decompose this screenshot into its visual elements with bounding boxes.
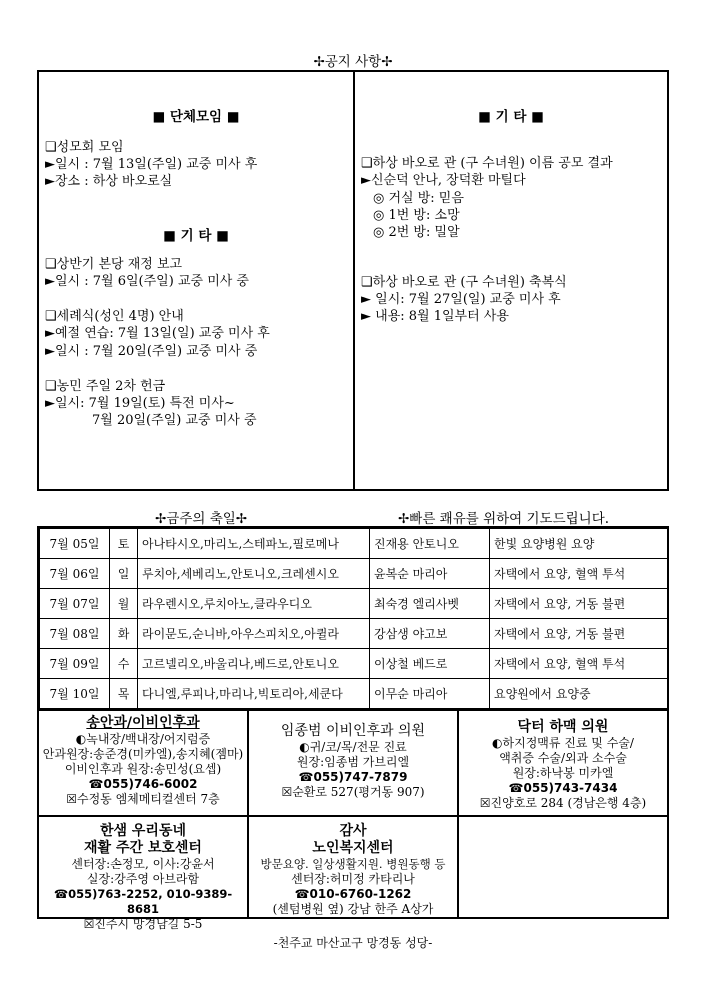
table-row — [40, 619, 668, 649]
feast-date: 7월 07일 — [40, 589, 110, 619]
patient-name: 이상철 베드로 — [370, 649, 490, 679]
notice-line: ►예절 연습: 7월 13일(일) 교중 미사 후 — [45, 326, 270, 341]
feast-day: 수 — [110, 649, 138, 679]
ad-title: 노인복지센터 — [312, 840, 394, 856]
ad-address: ☒순환로 527(평거동 907) — [281, 785, 425, 799]
feast-saints: 아나타시오,마리노,스테파노,필로메나 — [138, 529, 370, 559]
notice-line: ► 내용: 8월 1일부터 사용 — [361, 309, 509, 324]
ads-box — [37, 709, 669, 931]
ad-address: (센텀병원 옆) 강남 한주 A상가 — [272, 902, 434, 916]
patient-status: 자택에서 요양, 거동 불편 — [490, 619, 668, 649]
feast-saints: 라이문도,순니바,아우스피치오,아퀼라 — [138, 619, 370, 649]
patient-status: 자택에서 요양, 혈액 투석 — [490, 649, 668, 679]
ad-song-eye-ent — [39, 715, 247, 807]
ad-line: 이비인후과 원장:송민성(요셉) — [64, 762, 222, 776]
patient-name: 진재용 안토니오 — [370, 529, 490, 559]
notice-line: ► 일시: 7월 27일(일) 교중 미사 후 — [361, 292, 561, 307]
notice-title: ✢공지 사항✢ — [313, 54, 393, 70]
ad-line: ◐귀/코/목/전문 진료 — [299, 740, 407, 754]
table-row — [40, 559, 668, 589]
feast-day: 일 — [110, 559, 138, 589]
notice-line: ❑상반기 본당 재정 보고 — [45, 257, 183, 272]
notice-line: ►일시 : 7월 13일(주일) 교중 미사 후 — [45, 157, 258, 172]
ad-lim-ent — [249, 723, 457, 800]
feast-saints: 라우렌시오,루치아노,클라우디오 — [138, 589, 370, 619]
feast-saints: 다니엘,루피나,마리나,빅토리아,세쿤다 — [138, 679, 370, 709]
ad-address: ☒진주시 망경남길 5-5 — [83, 917, 203, 931]
notice-line: 7월 20일(주일) 교중 미사 중 — [92, 413, 257, 428]
notice-line: ◎ 1번 방: 소망 — [373, 208, 460, 223]
ad-title: 재활 주간 보호센터 — [84, 840, 202, 856]
ad-line: 안과원장:송준경(미카엘),송지혜(젬마) — [42, 747, 244, 761]
notice-line: ►장소 : 하상 바오로실 — [45, 174, 173, 189]
left-etc-heading: ■ 기 타 ■ — [163, 228, 229, 244]
ad-gamsa-center — [249, 823, 457, 917]
ad-line: ◐녹내장/백내장/어지럼증 — [75, 732, 211, 746]
footer: -천주교 마산교구 망경동 성당- — [273, 936, 433, 950]
feast-date: 7월 05일 — [40, 529, 110, 559]
ad-phone: ☎055)743-7434 — [508, 781, 618, 795]
notice-line: ►일시: 7월 19일(토) 특전 미사~ — [45, 396, 235, 411]
ad-phone: ☎055)746-6002 — [88, 777, 198, 791]
feast-day: 화 — [110, 619, 138, 649]
patient-name: 최숙경 엘리사벳 — [370, 589, 490, 619]
ad-hansaem-care — [39, 823, 247, 932]
notice-line: ❑농민 주일 2차 헌금 — [45, 379, 166, 394]
feast-saints: 고르넬리오,바울리나,베드로,안토니오 — [138, 649, 370, 679]
patient-status: 요양원에서 요양중 — [490, 679, 668, 709]
notice-line: ❑성모회 모임 — [45, 140, 124, 155]
feast-date: 7월 09일 — [40, 649, 110, 679]
ad-title: 송안과/이비인후과 — [86, 715, 200, 731]
ad-dr-hamaek — [459, 719, 667, 811]
feast-saints: 루치아,세베리노,안토니오,크레센시오 — [138, 559, 370, 589]
ad-phone: ☎010-6760-1262 — [294, 887, 412, 901]
feast-table-box — [37, 526, 669, 710]
patient-name: 윤복순 마리아 — [370, 559, 490, 589]
ad-line: 원장:하낙봉 미카엘 — [512, 766, 614, 780]
patient-status: 한빛 요양병원 요양 — [490, 529, 668, 559]
patient-status: 자택에서 요양, 혈액 투석 — [490, 559, 668, 589]
notice-line: ❑세례식(성인 4명) 안내 — [45, 309, 184, 324]
ad-title: 임종범 이비인후과 의원 — [280, 723, 426, 739]
group-meeting-heading: ■ 단체모임 ■ — [152, 109, 240, 125]
feast-day: 목 — [110, 679, 138, 709]
ad-line: ◐하지정맥류 진료 및 수술/ — [492, 736, 634, 750]
notice-line: ❑하상 바오로 관 (구 수녀원) 이름 공모 결과 — [361, 156, 613, 171]
feast-date: 7월 08일 — [40, 619, 110, 649]
ad-address: ☒수정동 엠체메티컬센터 7층 — [66, 792, 220, 806]
left-column — [39, 72, 353, 489]
table-row — [40, 589, 668, 619]
patient-status: 자택에서 요양, 거동 불편 — [490, 589, 668, 619]
ad-phone: ☎055)763-2252, 010-9389-8681 — [53, 887, 233, 916]
feast-date: 7월 10일 — [40, 679, 110, 709]
table-row — [40, 679, 668, 709]
feast-date: 7월 06일 — [40, 559, 110, 589]
ads-row-divider — [39, 815, 667, 817]
ad-address: ☒진양호로 284 (경남은행 4층) — [479, 796, 647, 810]
right-etc-heading: ■ 기 타 ■ — [478, 109, 544, 125]
feast-day: 토 — [110, 529, 138, 559]
notice-box — [37, 70, 669, 491]
ad-phone: ☎055)747-7879 — [298, 770, 408, 784]
table-row — [40, 529, 668, 559]
feast-table — [39, 528, 668, 710]
ad-line: 실장:강주영 아브라함 — [86, 872, 200, 886]
ad-title: 한샘 우리동네 — [99, 823, 187, 839]
notice-line: ◎ 거실 방: 믿음 — [373, 191, 464, 206]
notice-line: ►일시 : 7월 6일(주일) 교중 미사 중 — [45, 274, 249, 289]
table-row — [40, 649, 668, 679]
ad-line: 액취증 수술/외과 소수술 — [499, 751, 627, 765]
ad-line: 센터장:허미정 카타리나 — [291, 872, 415, 886]
ad-line: 방문요양. 일상생활지원. 병원동행 등 — [260, 857, 446, 871]
prayer-title: ✢빠른 쾌유를 위하여 기도드립니다. — [398, 511, 610, 527]
patient-name: 강삼생 야고보 — [370, 619, 490, 649]
patient-name: 이무순 마리아 — [370, 679, 490, 709]
ad-line: 원장:임종범 가브리엘 — [296, 755, 410, 769]
notice-line: ►신순덕 안나, 장덕환 마틸다 — [361, 173, 526, 188]
right-column — [355, 72, 667, 489]
ad-title: 닥터 하맥 의원 — [517, 719, 609, 735]
ad-line: 센터장:손정모, 이사:강윤서 — [71, 857, 215, 871]
feast-day: 월 — [110, 589, 138, 619]
ad-title: 감사 — [339, 823, 367, 839]
notice-line: ❑하상 바오로 관 (구 수녀원) 축복식 — [361, 275, 567, 290]
feast-title: ✢금주의 축일✢ — [155, 511, 248, 527]
notice-line: ►일시 : 7월 20일(주일) 교중 미사 중 — [45, 344, 258, 359]
notice-line: ◎ 2번 방: 밀알 — [373, 225, 460, 240]
